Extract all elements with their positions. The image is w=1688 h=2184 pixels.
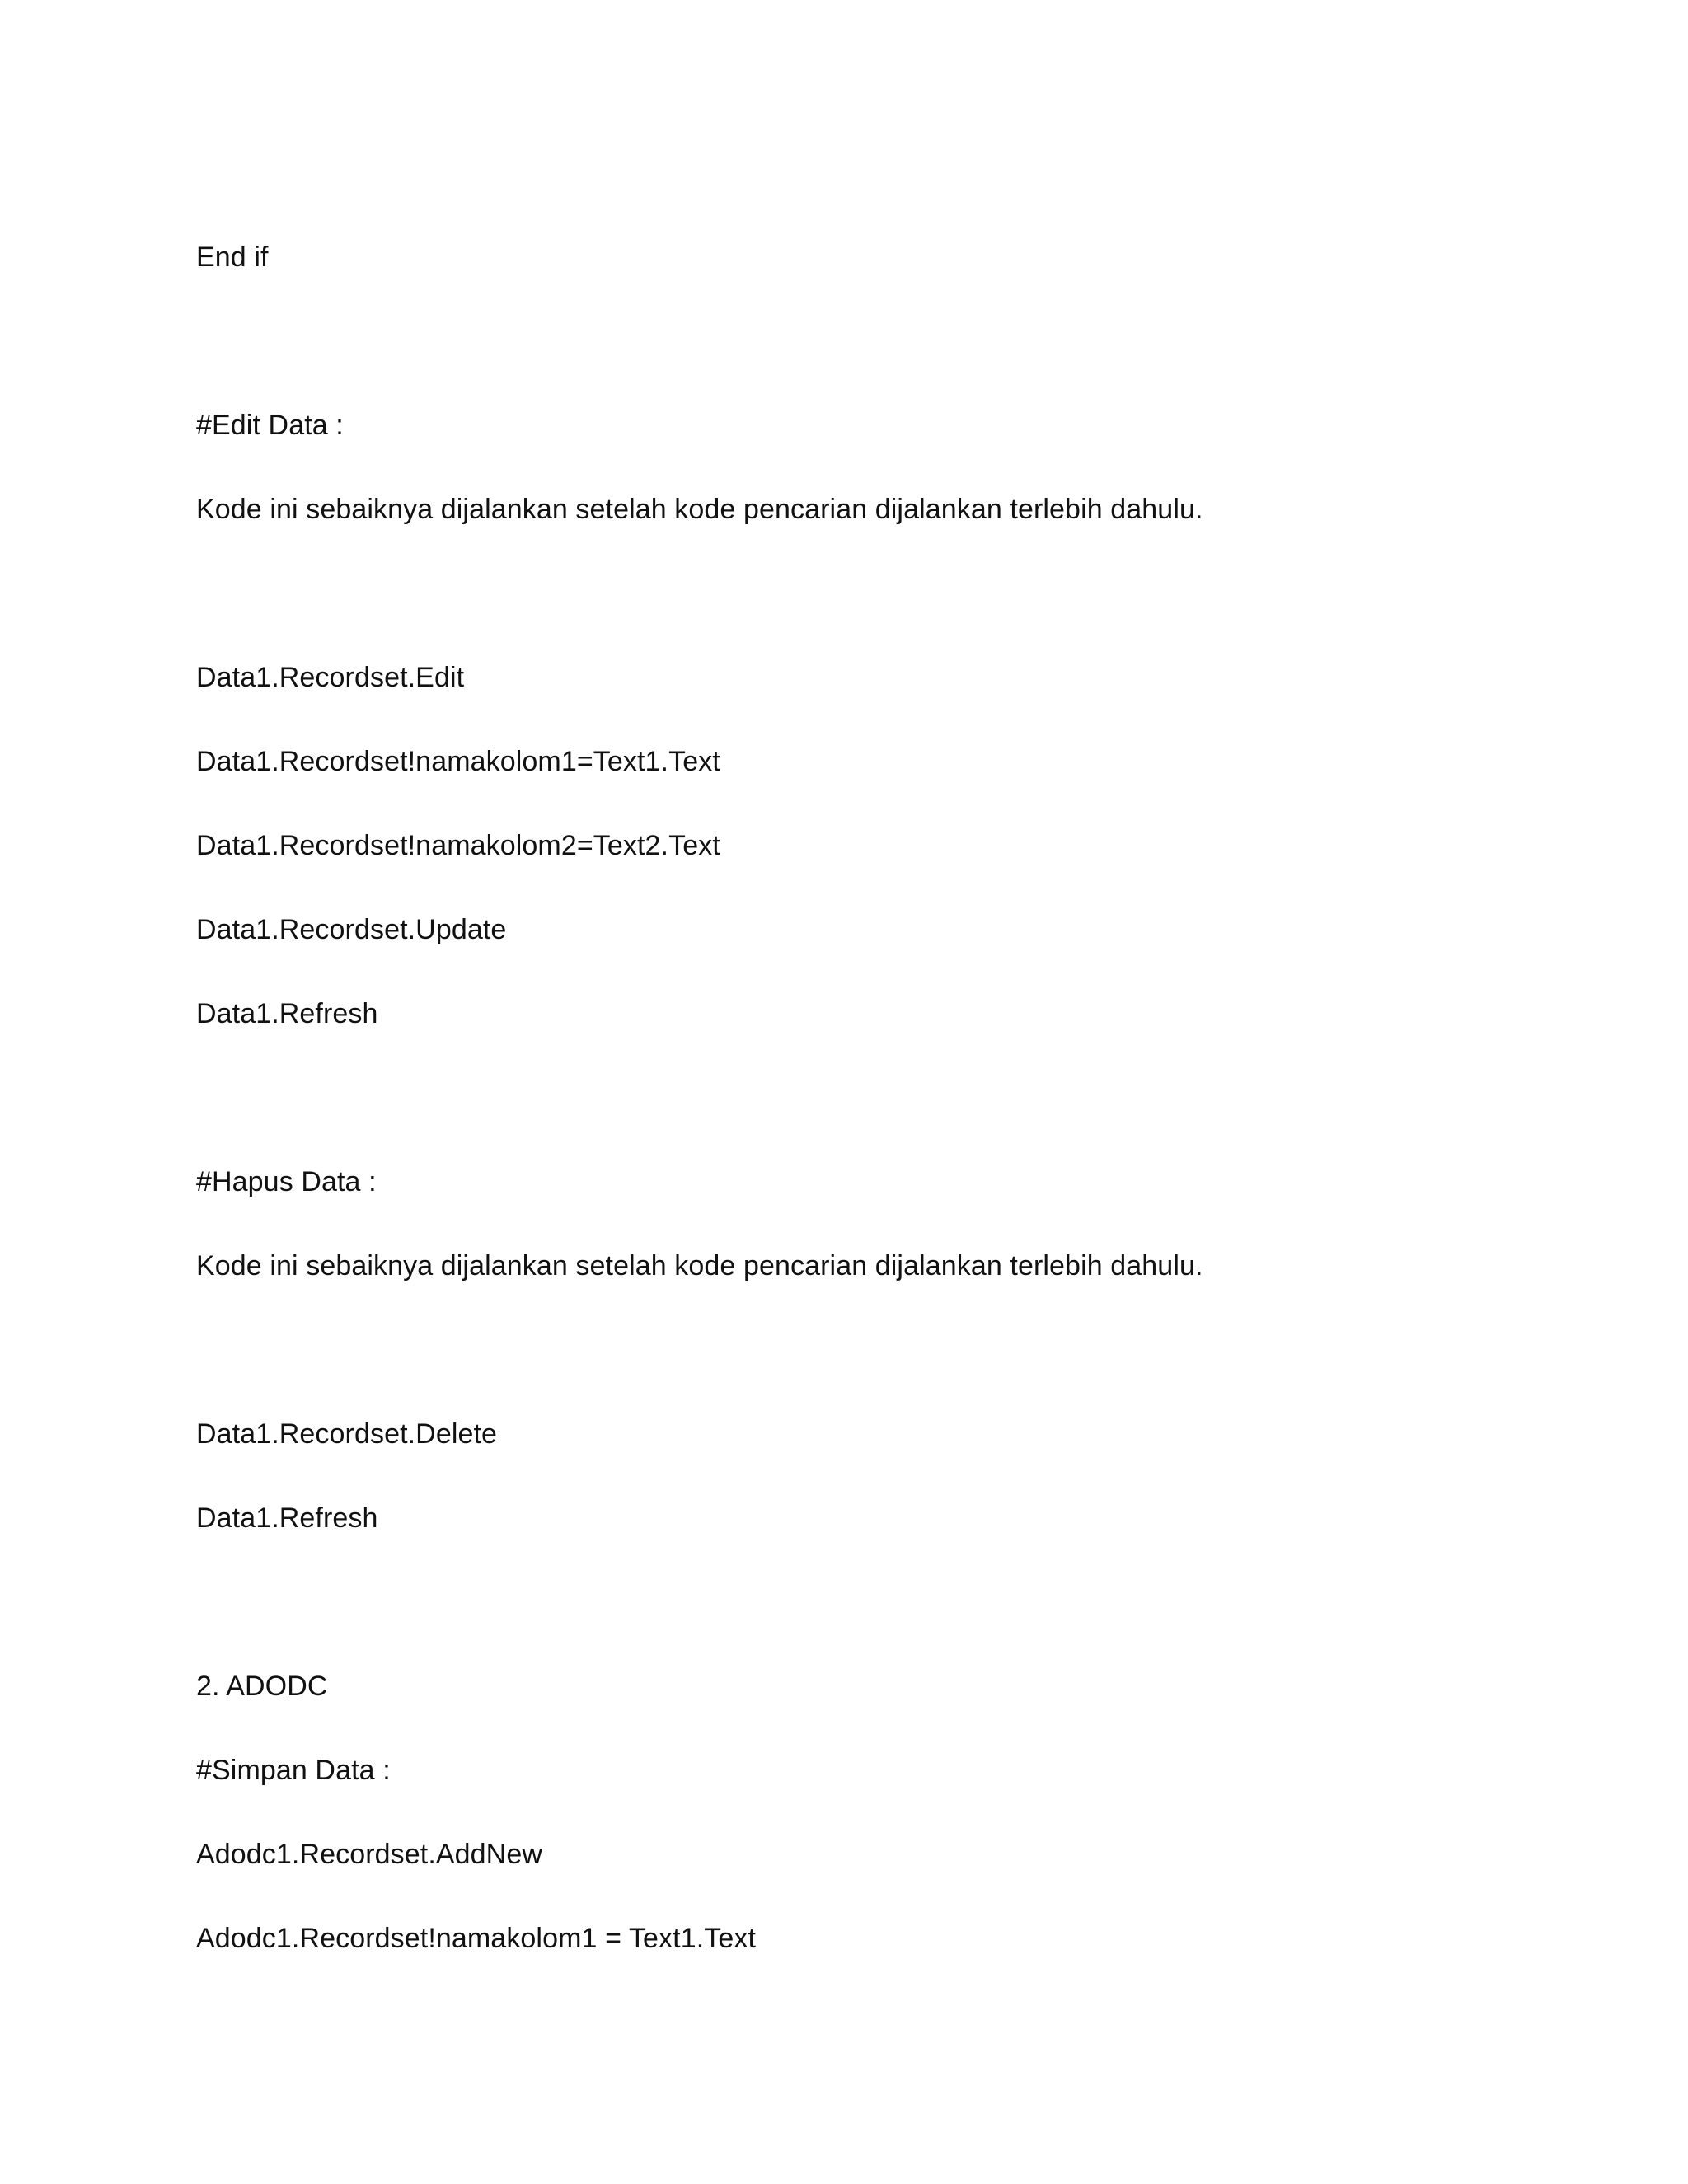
code-line-refresh-1: Data1.Refresh bbox=[196, 998, 378, 1029]
paragraph-hapus-note: Kode ini sebaiknya dijalankan setelah kode pencarian dijalankan terlebih dahulu. bbox=[196, 1250, 1203, 1282]
section-heading-simpan-data: #Simpan Data : bbox=[196, 1755, 391, 1786]
code-line-end-if: End if bbox=[196, 241, 269, 273]
code-line-edit-col1: Data1.Recordset!namakolom1=Text1.Text bbox=[196, 746, 720, 777]
code-line-adodc-col1: Adodc1.Recordset!namakolom1 = Text1.Text bbox=[196, 1923, 757, 1954]
section-heading-hapus-data: #Hapus Data : bbox=[196, 1166, 377, 1197]
code-line-edit-col2: Data1.Recordset!namakolom2=Text2.Text bbox=[196, 830, 720, 861]
code-line-addnew: Adodc1.Recordset.AddNew bbox=[196, 1839, 542, 1870]
paragraph-edit-note: Kode ini sebaiknya dijalankan setelah kode pencarian dijalankan terlebih dahulu. bbox=[196, 494, 1203, 525]
code-line-refresh-2: Data1.Refresh bbox=[196, 1502, 378, 1534]
code-line-edit: Data1.Recordset.Edit bbox=[196, 662, 465, 693]
code-line-delete: Data1.Recordset.Delete bbox=[196, 1418, 498, 1450]
section-heading-edit-data: #Edit Data : bbox=[196, 410, 344, 441]
code-line-update: Data1.Recordset.Update bbox=[196, 914, 507, 945]
section-heading-adodc: 2. ADODC bbox=[196, 1671, 328, 1702]
